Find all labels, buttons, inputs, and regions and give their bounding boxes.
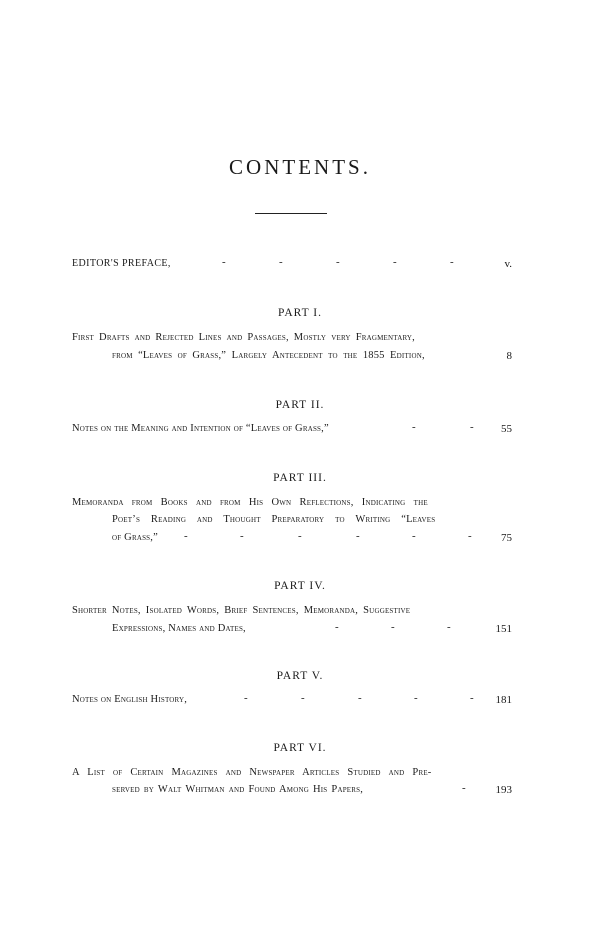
leader-dot: - — [301, 692, 305, 704]
leader-dot: - — [184, 530, 188, 542]
leader-dot: - — [462, 782, 466, 794]
leader-dot: - — [412, 421, 416, 433]
part-page-number: 193 — [495, 784, 512, 796]
entry-line: Notes on the Meaning and Intention of “Leaves of Grass,” — [72, 423, 329, 434]
leader-dot: - — [470, 692, 474, 704]
leader-dot: - — [279, 256, 283, 268]
leader-dot: - — [240, 530, 244, 542]
part-heading: PART III. — [273, 472, 327, 484]
part-heading: PART IV. — [274, 580, 326, 592]
part-heading: PART VI. — [273, 742, 327, 754]
entry-line: from “Leaves of Grass,” Largely Antecedent to the 1855 Edition, — [112, 350, 425, 361]
leader-dot: - — [470, 421, 474, 433]
leader-dot: - — [414, 692, 418, 704]
part-heading: PART II. — [275, 399, 325, 411]
entry-line: First Drafts and Rejected Lines and Passages, Mostly very Fragmentary, — [72, 332, 416, 343]
page-title: CONTENTS. — [229, 155, 371, 179]
preface-label: EDITOR'S PREFACE, — [72, 258, 171, 269]
entry-line: served by Walt Whitman and Found Among His Papers, — [112, 784, 364, 795]
part-page-number: 181 — [495, 694, 512, 706]
leader-dot: - — [468, 530, 472, 542]
entry-line: Expressions, Names and Dates, — [112, 623, 246, 634]
entry-line: A List of Certain Magazines and Newspaper Articles Studied and Pre- — [72, 767, 432, 778]
leader-dot: - — [356, 530, 360, 542]
leader-dot: - — [244, 692, 248, 704]
leader-dot: - — [336, 256, 340, 268]
leader-dot: - — [393, 256, 397, 268]
leader-dot: - — [335, 621, 339, 633]
entry-line: Poet’s Reading and Thought Preparatory to Writing “Leaves — [112, 514, 436, 525]
part-page-number: 151 — [495, 623, 512, 635]
leader-dot: - — [358, 692, 362, 704]
leader-dot: - — [222, 256, 226, 268]
part-page-number: 8 — [506, 350, 512, 362]
leader-dot: - — [298, 530, 302, 542]
leader-dot: - — [412, 530, 416, 542]
entry-line: Shorter Notes, Isolated Words, Brief Sentences, Memoranda, Suggestive — [72, 605, 411, 616]
leader-dot: - — [447, 621, 451, 633]
part-heading: PART V. — [276, 670, 324, 682]
leader-dot: - — [391, 621, 395, 633]
part-page-number: 75 — [501, 532, 512, 544]
part-heading: PART I. — [277, 307, 323, 319]
entry-line: Notes on English History, — [72, 694, 188, 705]
part-page-number: 55 — [501, 423, 512, 435]
preface-page-number: v. — [504, 258, 512, 270]
entry-line: of Grass,” — [112, 532, 158, 543]
leader-dot: - — [450, 256, 454, 268]
entry-line: Memoranda from Books and from His Own Reflections, Indicating the — [72, 497, 428, 508]
title-rule — [255, 213, 327, 214]
